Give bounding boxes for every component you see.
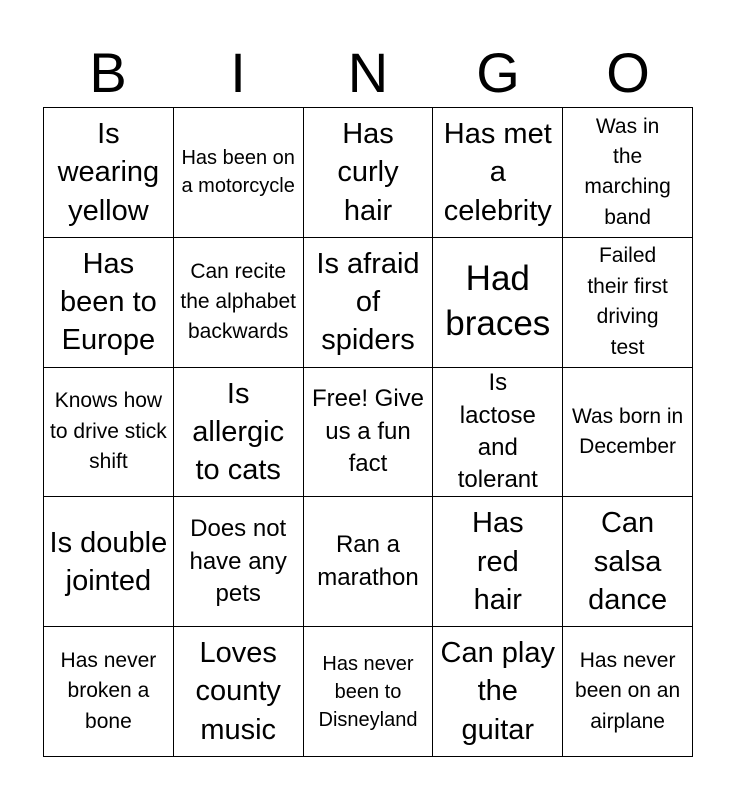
cell-text: Does not have any pets — [189, 515, 287, 607]
cell-text: Ran a marathon — [317, 531, 419, 591]
bingo-cell[interactable] — [433, 108, 563, 238]
bingo-cell[interactable] — [44, 108, 174, 238]
bingo-cell[interactable] — [563, 238, 693, 368]
header-letter-n: N — [347, 41, 389, 104]
cell-text: Was born in December — [571, 404, 684, 458]
bingo-cell[interactable] — [174, 238, 304, 368]
bingo-cell[interactable] — [174, 627, 304, 757]
header-letter-g: G — [476, 41, 520, 104]
cell-text: Can play the guitar — [440, 637, 556, 746]
bingo-cell[interactable] — [174, 108, 304, 238]
cell-text: Is lactose and tolerant — [457, 369, 538, 494]
cell-text: Is afraid of spiders — [316, 247, 420, 357]
bingo-cell[interactable] — [433, 238, 563, 368]
cell-text: Was in the marching band — [584, 114, 671, 229]
cell-text: Has been on a motorcycle — [181, 147, 295, 198]
cell-text: Has been to Europe — [60, 247, 157, 357]
bingo-header — [43, 38, 693, 108]
bingo-cell[interactable] — [433, 497, 563, 627]
bingo-cell[interactable] — [563, 627, 693, 757]
cell-text: Knows how to drive stick shift — [50, 389, 167, 474]
bingo-cell[interactable] — [304, 627, 434, 757]
bingo-cell[interactable] — [563, 497, 693, 627]
cell-text: Can salsa dance — [588, 507, 668, 616]
bingo-cell[interactable] — [44, 627, 174, 757]
cell-text: Has met a celebrity — [443, 118, 552, 227]
header-letter-b: B — [89, 41, 127, 104]
bingo-cell[interactable] — [174, 368, 304, 498]
cell-text: Had braces — [445, 259, 551, 344]
cell-text: Free! Give us a fun fact — [311, 385, 424, 478]
bingo-cell[interactable] — [174, 497, 304, 627]
cell-text: Has never broken a bone — [60, 648, 157, 733]
header-letter-i: I — [230, 41, 246, 104]
bingo-cell[interactable] — [433, 368, 563, 498]
bingo-cell[interactable] — [44, 368, 174, 498]
cell-text: Has curly hair — [337, 118, 399, 227]
header-letter-o: O — [606, 41, 650, 104]
bingo-cell[interactable] — [304, 238, 434, 368]
cell-text: Failed their first driving test — [587, 244, 668, 359]
cell-text: Has never been on an airplane — [575, 648, 681, 733]
bingo-cell[interactable] — [304, 368, 434, 498]
bingo-cell[interactable] — [563, 108, 693, 238]
cell-text: Is double jointed — [49, 526, 168, 597]
cell-text: Can recite the alphabet backwards — [180, 259, 296, 344]
bingo-cell[interactable] — [44, 238, 174, 368]
bingo-cell[interactable] — [563, 368, 693, 498]
bingo-cell[interactable] — [304, 108, 434, 238]
cell-text: Is wearing yellow — [57, 118, 160, 227]
bingo-cell[interactable] — [44, 497, 174, 627]
bingo-cell[interactable] — [304, 497, 434, 627]
cell-text: Loves county music — [195, 637, 281, 746]
cell-text: Has never been to Disneyland — [318, 652, 418, 731]
bingo-grid — [43, 107, 693, 757]
cell-text: Has red hair — [472, 507, 524, 616]
cell-text: Is allergic to cats — [192, 377, 285, 487]
bingo-cell[interactable] — [433, 627, 563, 757]
